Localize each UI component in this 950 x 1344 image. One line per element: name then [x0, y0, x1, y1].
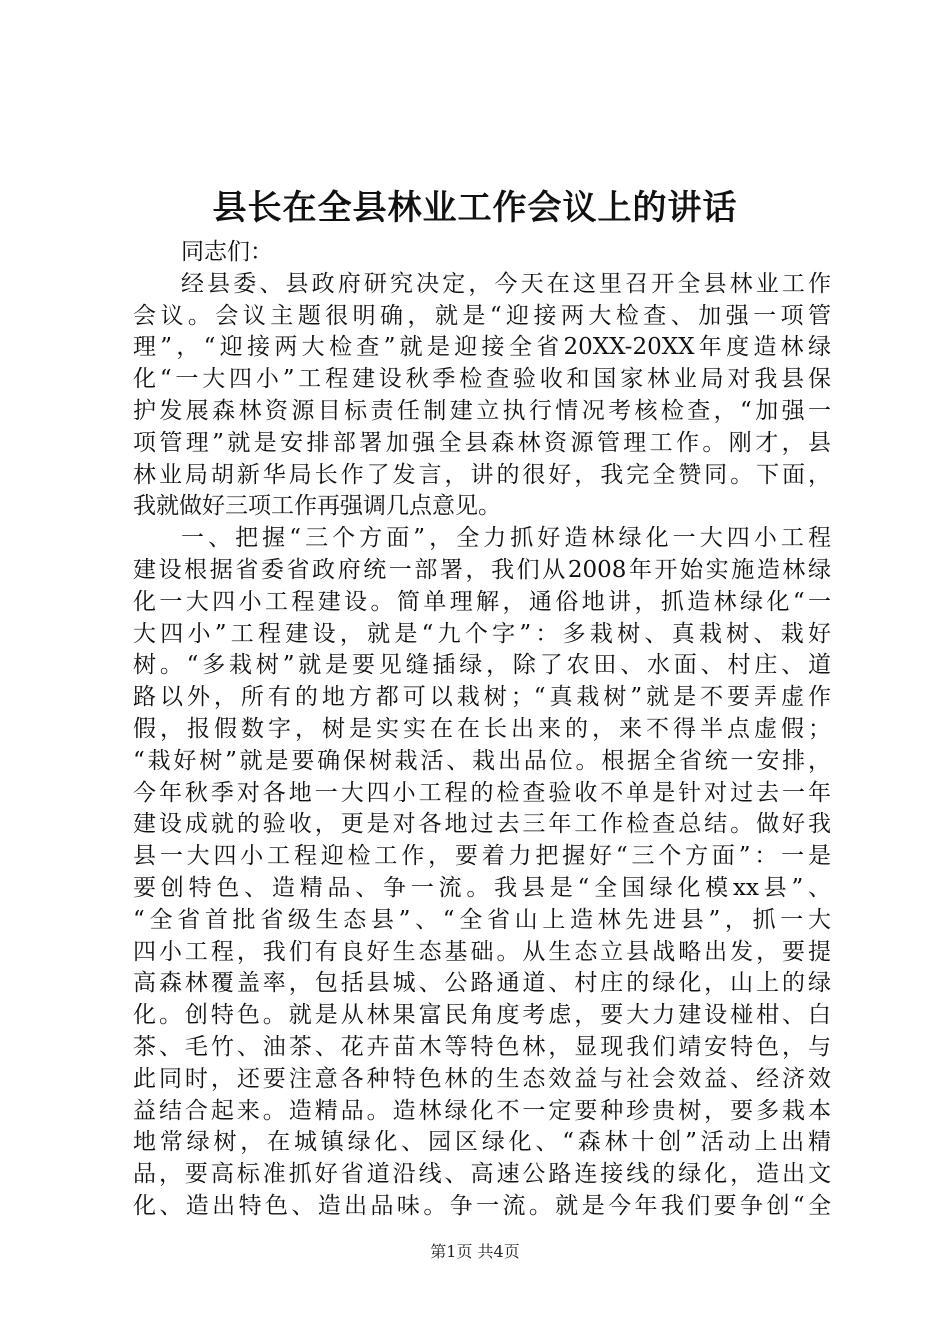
text-line: 经县委、县政府研究决定，今天在这里召开全县林业工作 — [181, 270, 831, 297]
text-line: 假，报假数字，树是实实在在长出来的，来不得半点虚假； — [133, 715, 831, 742]
text-line: 化、造出特色、造出品味。争一流。就是今年我们要争创“全 — [133, 1192, 831, 1219]
document-body — [133, 237, 831, 1223]
text-line: 护发展森林资源目标责任制建立执行情况考核检查，“加强一 — [133, 397, 831, 424]
text-line: 树。“多栽树”就是要见缝插绿，除了农田、水面、村庄、道 — [133, 652, 831, 679]
text-line: 要创特色、造精品、争一流。我县是“全国绿化模xx县”、 — [133, 874, 831, 901]
text-line: 四小工程，我们有良好生态基础。从生态立县战略出发，要提 — [133, 938, 831, 965]
text-line: 我就做好三项工作再强调几点意见。 — [133, 493, 501, 520]
document-title: 县长在全县林业工作会议上的讲话 — [212, 188, 738, 228]
text-line: 化。创特色。就是从林果富民角度考虑，要大力建设椪柑、白 — [133, 1002, 831, 1029]
text-line: 品，要高标准抓好省道沿线、高速公路连接线的绿化，造出文 — [133, 1161, 831, 1188]
text-line: 县一大四小工程迎检工作，要着力把握好“三个方面”：一是 — [133, 843, 831, 870]
text-line: 高森林覆盖率，包括县城、公路通道、村庄的绿化，山上的绿 — [133, 970, 831, 997]
text-line: 大四小”工程建设，就是“九个字”：多栽树、真栽树、栽好 — [133, 620, 831, 647]
text-line: “栽好树”就是要确保树栽活、栽出品位。根据全省统一安排， — [133, 747, 831, 774]
text-line: 今年秋季对各地一大四小工程的检查验收不单是针对过去一年 — [133, 779, 831, 806]
page-indicator: 第1页 共4页 — [430, 1242, 520, 1261]
text-line: 益结合起来。造精品。造林绿化不一定要种珍贵树，要多栽本 — [133, 1097, 831, 1124]
text-line: 茶、毛竹、油茶、花卉苗木等特色林，显现我们靖安特色，与 — [133, 1033, 831, 1060]
text-line: 地常绿树，在城镇绿化、园区绿化、“森林十创”活动上出精 — [133, 1129, 831, 1156]
text-line: 建设成就的验收，更是对各地过去三年工作检查总结。做好我 — [133, 811, 831, 838]
text-line: 此同时，还要注意各种特色林的生态效益与社会效益、经济效 — [133, 1065, 831, 1092]
text-line: “全省首批省级生态县”、“全省山上造林先进县”，抓一大 — [133, 906, 831, 933]
text-line: 一、把握“三个方面”，全力抓好造林绿化一大四小工程 — [181, 525, 831, 552]
text-line: 化“一大四小”工程建设秋季检查验收和国家林业局对我县保 — [133, 366, 831, 393]
text-line: 同志们： — [181, 239, 273, 265]
text-line: 建设根据省委省政府统一部署，我们从2008年开始实施造林绿 — [133, 556, 831, 583]
text-line: 会议。会议主题很明确，就是“迎接两大检查、加强一项管 — [133, 302, 831, 329]
text-line: 化一大四小工程建设。简单理解，通俗地讲，抓造林绿化“一 — [133, 588, 831, 615]
text-line: 项管理”就是安排部署加强全县森林资源管理工作。刚才，县 — [133, 429, 831, 456]
text-line: 林业局胡新华局长作了发言，讲的很好，我完全赞同。下面， — [133, 461, 831, 488]
text-line: 路以外，所有的地方都可以栽树；“真栽树”就是不要弄虚作 — [133, 684, 831, 711]
text-line: 理”，“迎接两大检查”就是迎接全省20XX-20XX年度造林绿 — [133, 334, 831, 361]
